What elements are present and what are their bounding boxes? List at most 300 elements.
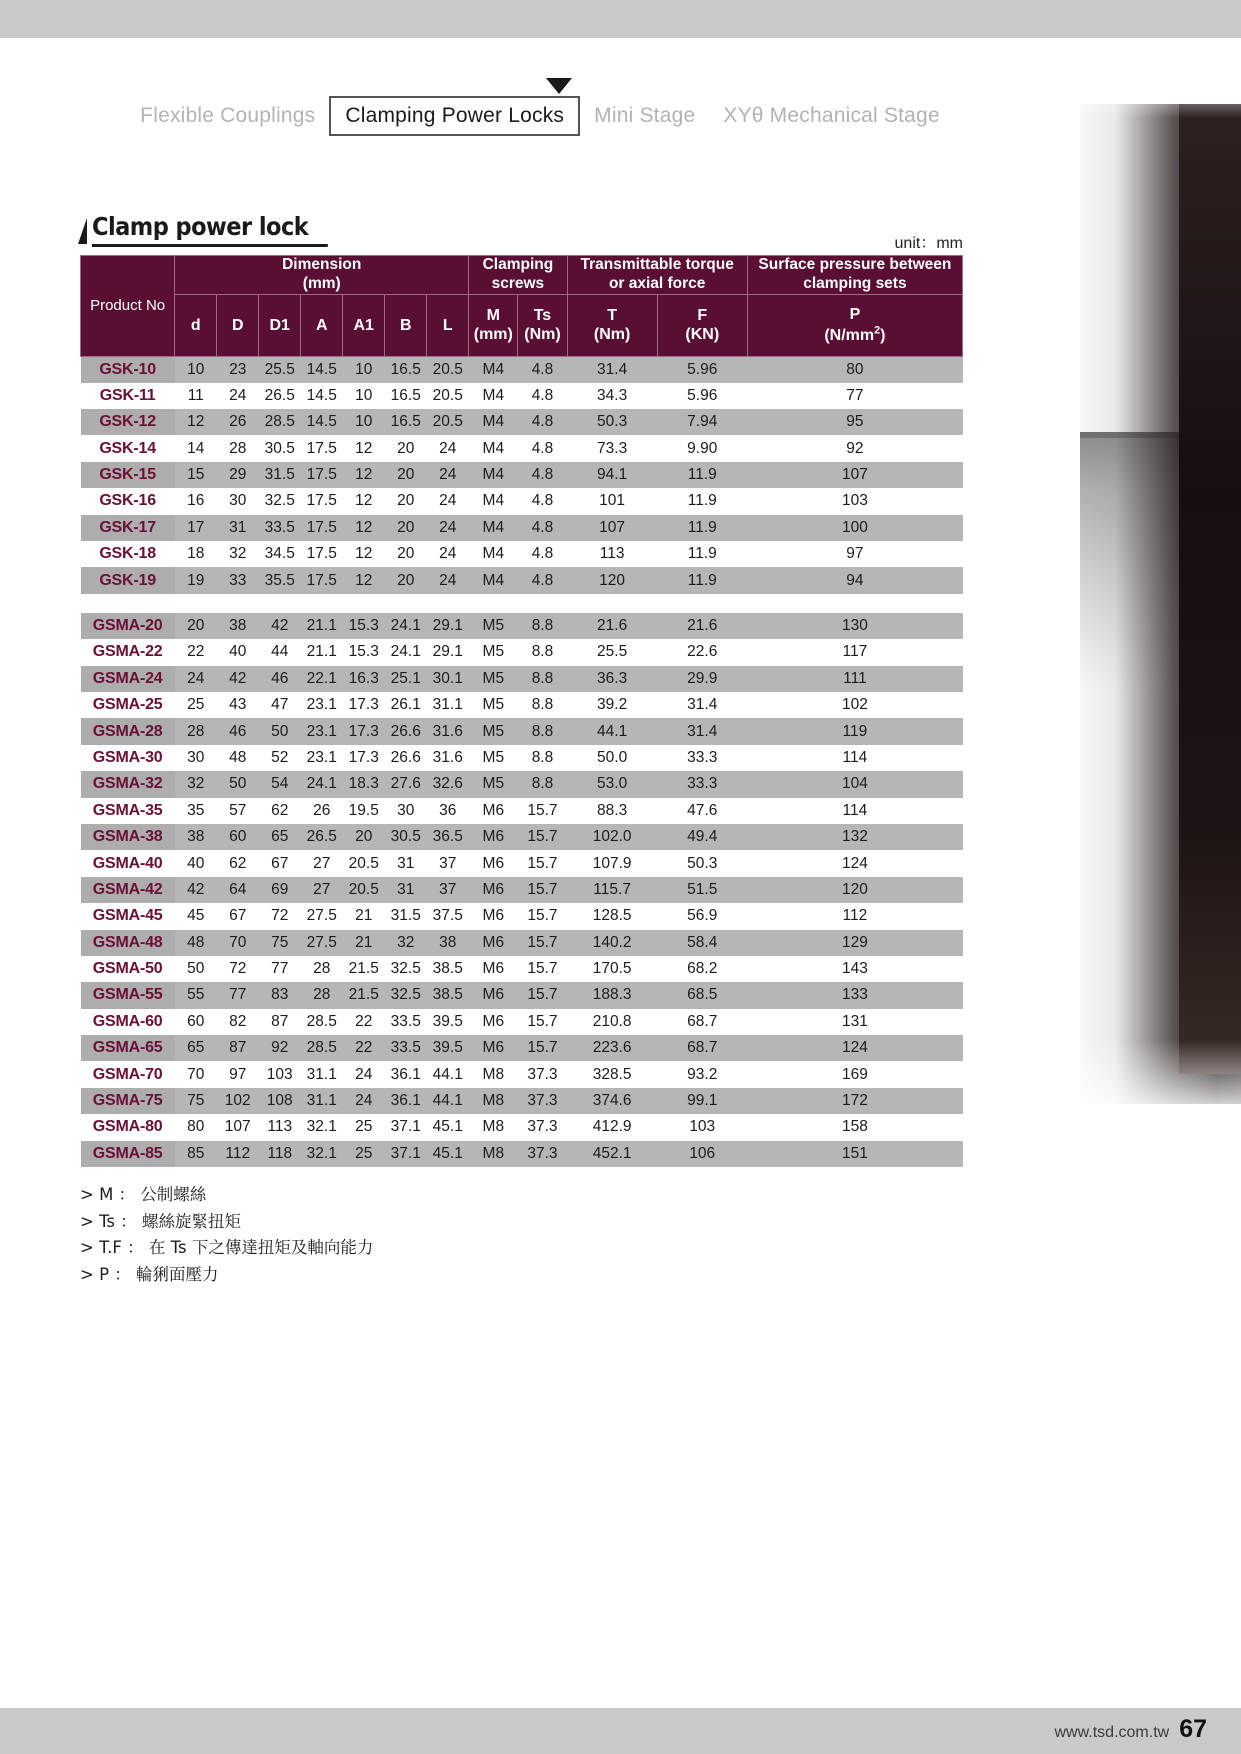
table-row bbox=[81, 356, 963, 382]
cell-D1: 35.5 bbox=[259, 567, 301, 593]
footer-website-url: www.tsd.com.tw bbox=[1054, 1724, 1170, 1741]
cell-B: 20 bbox=[385, 515, 427, 541]
cell-D1: 103 bbox=[259, 1061, 301, 1087]
cell-F: 29.9 bbox=[657, 666, 747, 692]
table-row bbox=[81, 771, 963, 797]
cell-M: M4 bbox=[469, 567, 518, 593]
cell-B: 36.1 bbox=[385, 1061, 427, 1087]
cell-A: 27 bbox=[301, 877, 343, 903]
cell-product-no: GSK-17 bbox=[81, 515, 175, 541]
cell-D1: 30.5 bbox=[259, 435, 301, 461]
cell-T: 53.0 bbox=[567, 771, 657, 797]
section-title-text: Clamp power lock bbox=[92, 212, 328, 247]
cell-P: 112 bbox=[747, 903, 962, 929]
cell-F: 21.6 bbox=[657, 613, 747, 639]
cell-L: 24 bbox=[427, 515, 469, 541]
cell-F: 99.1 bbox=[657, 1088, 747, 1114]
cell-d: 30 bbox=[175, 745, 217, 771]
cell-product-no: GSMA-25 bbox=[81, 692, 175, 718]
cell-d: 20 bbox=[175, 613, 217, 639]
cell-product-no: GSMA-65 bbox=[81, 1035, 175, 1061]
cell-F: 5.96 bbox=[657, 356, 747, 382]
cell-F: 7.94 bbox=[657, 409, 747, 435]
cell-A1: 10 bbox=[343, 356, 385, 382]
cell-L: 29.1 bbox=[427, 613, 469, 639]
cell-P: 131 bbox=[747, 1009, 962, 1035]
cell-D: 87 bbox=[217, 1035, 259, 1061]
table-row bbox=[81, 515, 963, 541]
cell-F: 93.2 bbox=[657, 1061, 747, 1087]
cell-A1: 12 bbox=[343, 515, 385, 541]
cell-D1: 32.5 bbox=[259, 488, 301, 514]
group-header-transmittable-torque bbox=[567, 256, 747, 295]
nav-tab-mini-stage[interactable]: Mini Stage bbox=[594, 104, 696, 127]
cell-Ts: 8.8 bbox=[518, 692, 567, 718]
cell-product-no: GSMA-32 bbox=[81, 771, 175, 797]
cell-F: 47.6 bbox=[657, 798, 747, 824]
cell-B: 36.1 bbox=[385, 1088, 427, 1114]
cell-B: 26.6 bbox=[385, 718, 427, 744]
table-row bbox=[81, 1114, 963, 1140]
cell-D1: 92 bbox=[259, 1035, 301, 1061]
cell-A: 24.1 bbox=[301, 771, 343, 797]
cell-Ts: 15.7 bbox=[518, 798, 567, 824]
cell-A1: 19.5 bbox=[343, 798, 385, 824]
cell-M: M4 bbox=[469, 462, 518, 488]
cell-D: 77 bbox=[217, 982, 259, 1008]
column-header-D1: D1 bbox=[259, 294, 301, 356]
cell-Ts: 4.8 bbox=[518, 383, 567, 409]
cell-D1: 52 bbox=[259, 745, 301, 771]
cell-L: 31.1 bbox=[427, 692, 469, 718]
cell-M: M5 bbox=[469, 718, 518, 744]
cell-A: 26.5 bbox=[301, 824, 343, 850]
cell-product-no: GSMA-24 bbox=[81, 666, 175, 692]
cell-A: 27.5 bbox=[301, 930, 343, 956]
cell-L: 24 bbox=[427, 435, 469, 461]
cell-B: 32.5 bbox=[385, 982, 427, 1008]
cell-A: 28 bbox=[301, 956, 343, 982]
column-header-M-unit: (mm) bbox=[473, 326, 513, 344]
column-header-L: L bbox=[427, 294, 469, 356]
cell-L: 44.1 bbox=[427, 1061, 469, 1087]
group-header-torque-line1: Transmittable torque bbox=[580, 256, 734, 273]
cell-product-no: GSK-14 bbox=[81, 435, 175, 461]
cell-L: 20.5 bbox=[427, 383, 469, 409]
cell-Ts: 15.7 bbox=[518, 930, 567, 956]
cell-L: 36 bbox=[427, 798, 469, 824]
cell-B: 37.1 bbox=[385, 1114, 427, 1140]
category-nav bbox=[0, 96, 1080, 136]
cell-D1: 34.5 bbox=[259, 541, 301, 567]
cell-A1: 21.5 bbox=[343, 982, 385, 1008]
cell-D: 30 bbox=[217, 488, 259, 514]
cell-d: 28 bbox=[175, 718, 217, 744]
cell-A: 17.5 bbox=[301, 541, 343, 567]
cell-B: 32.5 bbox=[385, 956, 427, 982]
cell-d: 85 bbox=[175, 1141, 217, 1167]
table-row bbox=[81, 541, 963, 567]
page-right-slab-fade-bottom bbox=[1061, 1040, 1241, 1120]
cell-A: 21.1 bbox=[301, 613, 343, 639]
cell-A1: 24 bbox=[343, 1088, 385, 1114]
cell-T: 223.6 bbox=[567, 1035, 657, 1061]
cell-A1: 22 bbox=[343, 1009, 385, 1035]
cell-A: 14.5 bbox=[301, 383, 343, 409]
cell-product-no: GSMA-20 bbox=[81, 613, 175, 639]
cell-F: 68.7 bbox=[657, 1009, 747, 1035]
cell-P: 92 bbox=[747, 435, 962, 461]
cell-Ts: 15.7 bbox=[518, 824, 567, 850]
cell-M: M6 bbox=[469, 877, 518, 903]
cell-A1: 21 bbox=[343, 930, 385, 956]
cell-M: M5 bbox=[469, 613, 518, 639]
cell-B: 20 bbox=[385, 488, 427, 514]
column-header-P bbox=[747, 294, 962, 356]
cell-P: 103 bbox=[747, 488, 962, 514]
cell-A: 23.1 bbox=[301, 745, 343, 771]
cell-A: 23.1 bbox=[301, 692, 343, 718]
cell-B: 33.5 bbox=[385, 1009, 427, 1035]
cell-P: 129 bbox=[747, 930, 962, 956]
cell-L: 29.1 bbox=[427, 639, 469, 665]
cell-A1: 10 bbox=[343, 409, 385, 435]
column-header-d: d bbox=[175, 294, 217, 356]
cell-T: 36.3 bbox=[567, 666, 657, 692]
table-row bbox=[81, 745, 963, 771]
cell-F: 68.7 bbox=[657, 1035, 747, 1061]
cell-F: 58.4 bbox=[657, 930, 747, 956]
column-header-F bbox=[657, 294, 747, 356]
table-row bbox=[81, 1061, 963, 1087]
cell-D: 57 bbox=[217, 798, 259, 824]
cell-d: 38 bbox=[175, 824, 217, 850]
page-right-slab-fade-top bbox=[1061, 70, 1241, 118]
cell-D: 29 bbox=[217, 462, 259, 488]
table-row bbox=[81, 956, 963, 982]
table-row bbox=[81, 718, 963, 744]
table-row bbox=[81, 850, 963, 876]
cell-P: 133 bbox=[747, 982, 962, 1008]
cell-A: 28 bbox=[301, 982, 343, 1008]
cell-M: M4 bbox=[469, 383, 518, 409]
cell-F: 9.90 bbox=[657, 435, 747, 461]
cell-A1: 15.3 bbox=[343, 639, 385, 665]
cell-d: 48 bbox=[175, 930, 217, 956]
cell-F: 33.3 bbox=[657, 771, 747, 797]
cell-D: 46 bbox=[217, 718, 259, 744]
cell-D1: 50 bbox=[259, 718, 301, 744]
cell-D: 97 bbox=[217, 1061, 259, 1087]
cell-T: 120 bbox=[567, 567, 657, 593]
cell-d: 32 bbox=[175, 771, 217, 797]
cell-L: 31.6 bbox=[427, 745, 469, 771]
group-header-clamping-screws bbox=[469, 256, 567, 295]
cell-L: 31.6 bbox=[427, 718, 469, 744]
cell-A: 32.1 bbox=[301, 1141, 343, 1167]
cell-P: 102 bbox=[747, 692, 962, 718]
cell-product-no: GSMA-55 bbox=[81, 982, 175, 1008]
nav-tab-xy-mechanical-stage[interactable]: XYθ Mechanical Stage bbox=[723, 104, 940, 127]
cell-P: 80 bbox=[747, 356, 962, 382]
cell-M: M6 bbox=[469, 1009, 518, 1035]
cell-A1: 12 bbox=[343, 488, 385, 514]
footnote-p: > P ： 輪猁面壓力 bbox=[80, 1265, 219, 1285]
group-header-dimension-line2: (mm) bbox=[302, 274, 341, 292]
cell-P: 104 bbox=[747, 771, 962, 797]
cell-T: 25.5 bbox=[567, 639, 657, 665]
cell-T: 39.2 bbox=[567, 692, 657, 718]
column-header-B: B bbox=[385, 294, 427, 356]
column-header-A: A bbox=[301, 294, 343, 356]
cell-T: 50.0 bbox=[567, 745, 657, 771]
cell-P: 114 bbox=[747, 745, 962, 771]
cell-D: 72 bbox=[217, 956, 259, 982]
cell-D: 82 bbox=[217, 1009, 259, 1035]
cell-L: 24 bbox=[427, 488, 469, 514]
cell-Ts: 15.7 bbox=[518, 877, 567, 903]
cell-product-no: GSMA-35 bbox=[81, 798, 175, 824]
cell-P: 114 bbox=[747, 798, 962, 824]
column-header-M-name: M bbox=[486, 306, 500, 324]
cell-M: M5 bbox=[469, 771, 518, 797]
cell-A1: 21.5 bbox=[343, 956, 385, 982]
cell-Ts: 4.8 bbox=[518, 567, 567, 593]
section-heading bbox=[78, 212, 354, 247]
cell-Ts: 15.7 bbox=[518, 850, 567, 876]
cell-Ts: 15.7 bbox=[518, 1009, 567, 1035]
table-row bbox=[81, 409, 963, 435]
cell-L: 38 bbox=[427, 930, 469, 956]
cell-A: 27.5 bbox=[301, 903, 343, 929]
column-header-T bbox=[567, 294, 657, 356]
cell-M: M4 bbox=[469, 356, 518, 382]
cell-M: M6 bbox=[469, 956, 518, 982]
cell-L: 39.5 bbox=[427, 1009, 469, 1035]
cell-D1: 108 bbox=[259, 1088, 301, 1114]
cell-B: 31.5 bbox=[385, 903, 427, 929]
table-row bbox=[81, 1088, 963, 1114]
cell-A: 14.5 bbox=[301, 356, 343, 382]
table-row bbox=[81, 488, 963, 514]
cell-d: 11 bbox=[175, 383, 217, 409]
cell-A: 17.5 bbox=[301, 435, 343, 461]
cell-L: 37 bbox=[427, 850, 469, 876]
cell-F: 31.4 bbox=[657, 718, 747, 744]
cell-B: 26.1 bbox=[385, 692, 427, 718]
page-footer bbox=[1055, 1715, 1208, 1744]
cell-D: 42 bbox=[217, 666, 259, 692]
table-header bbox=[81, 256, 963, 357]
group-header-clamping-line2: screws bbox=[491, 274, 545, 292]
cell-Ts: 8.8 bbox=[518, 771, 567, 797]
cell-M: M4 bbox=[469, 541, 518, 567]
cell-A: 31.1 bbox=[301, 1088, 343, 1114]
cell-d: 42 bbox=[175, 877, 217, 903]
column-header-Ts bbox=[518, 294, 567, 356]
cell-T: 31.4 bbox=[567, 356, 657, 382]
cell-D: 26 bbox=[217, 409, 259, 435]
table-row bbox=[81, 435, 963, 461]
cell-F: 11.9 bbox=[657, 541, 747, 567]
page-top-band bbox=[0, 0, 1241, 38]
table-row bbox=[81, 1035, 963, 1061]
slash-marker-icon bbox=[78, 218, 87, 244]
cell-M: M6 bbox=[469, 930, 518, 956]
cell-d: 75 bbox=[175, 1088, 217, 1114]
column-header-P-name: P bbox=[849, 306, 861, 324]
table-row bbox=[81, 462, 963, 488]
cell-B: 32 bbox=[385, 930, 427, 956]
cell-D: 48 bbox=[217, 745, 259, 771]
cell-D1: 33.5 bbox=[259, 515, 301, 541]
cell-T: 107 bbox=[567, 515, 657, 541]
cell-A1: 20.5 bbox=[343, 877, 385, 903]
cell-product-no: GSMA-28 bbox=[81, 718, 175, 744]
group-header-dimension bbox=[175, 256, 469, 295]
cell-T: 210.8 bbox=[567, 1009, 657, 1035]
cell-A1: 24 bbox=[343, 1061, 385, 1087]
cell-Ts: 15.7 bbox=[518, 956, 567, 982]
cell-D: 50 bbox=[217, 771, 259, 797]
table-row bbox=[81, 639, 963, 665]
cell-Ts: 8.8 bbox=[518, 718, 567, 744]
cell-P: 120 bbox=[747, 877, 962, 903]
cell-M: M4 bbox=[469, 488, 518, 514]
cell-T: 374.6 bbox=[567, 1088, 657, 1114]
cell-D: 64 bbox=[217, 877, 259, 903]
footer-page-number: 67 bbox=[1179, 1715, 1207, 1743]
cell-A1: 17.3 bbox=[343, 718, 385, 744]
column-header-Ts-unit: (Nm) bbox=[524, 326, 561, 344]
column-header-D: D bbox=[217, 294, 259, 356]
cell-B: 26.6 bbox=[385, 745, 427, 771]
cell-T: 188.3 bbox=[567, 982, 657, 1008]
cell-A1: 12 bbox=[343, 462, 385, 488]
cell-A: 28.5 bbox=[301, 1009, 343, 1035]
cell-T: 140.2 bbox=[567, 930, 657, 956]
cell-T: 94.1 bbox=[567, 462, 657, 488]
cell-M: M8 bbox=[469, 1088, 518, 1114]
cell-P: 158 bbox=[747, 1114, 962, 1140]
cell-B: 37.1 bbox=[385, 1141, 427, 1167]
cell-Ts: 4.8 bbox=[518, 356, 567, 382]
footnote-m: > M ： 公制螺絲 bbox=[80, 1185, 207, 1204]
cell-A1: 17.3 bbox=[343, 692, 385, 718]
cell-L: 45.1 bbox=[427, 1141, 469, 1167]
cell-P: 124 bbox=[747, 850, 962, 876]
cell-F: 33.3 bbox=[657, 745, 747, 771]
cell-L: 36.5 bbox=[427, 824, 469, 850]
cell-product-no: GSK-18 bbox=[81, 541, 175, 567]
cell-D: 70 bbox=[217, 930, 259, 956]
group-header-torque-line2: or axial force bbox=[608, 274, 706, 292]
cell-D1: 47 bbox=[259, 692, 301, 718]
cell-A: 26 bbox=[301, 798, 343, 824]
cell-D1: 69 bbox=[259, 877, 301, 903]
cell-D1: 75 bbox=[259, 930, 301, 956]
cell-A: 23.1 bbox=[301, 718, 343, 744]
cell-A1: 12 bbox=[343, 567, 385, 593]
cell-P: 100 bbox=[747, 515, 962, 541]
cell-F: 68.2 bbox=[657, 956, 747, 982]
cell-M: M6 bbox=[469, 982, 518, 1008]
nav-tab-flexible-couplings[interactable]: Flexible Couplings bbox=[140, 104, 316, 127]
nav-tab-clamping-power-locks[interactable]: Clamping Power Locks bbox=[329, 96, 580, 136]
cell-D1: 87 bbox=[259, 1009, 301, 1035]
cell-A1: 16.3 bbox=[343, 666, 385, 692]
cell-M: M4 bbox=[469, 409, 518, 435]
cell-A1: 15.3 bbox=[343, 613, 385, 639]
cell-d: 19 bbox=[175, 567, 217, 593]
cell-Ts: 8.8 bbox=[518, 613, 567, 639]
cell-M: M8 bbox=[469, 1061, 518, 1087]
cell-A1: 22 bbox=[343, 1035, 385, 1061]
cell-F: 11.9 bbox=[657, 462, 747, 488]
cell-P: 94 bbox=[747, 567, 962, 593]
cell-B: 20 bbox=[385, 435, 427, 461]
cell-B: 27.6 bbox=[385, 771, 427, 797]
cell-L: 38.5 bbox=[427, 982, 469, 1008]
cell-L: 39.5 bbox=[427, 1035, 469, 1061]
cell-F: 5.96 bbox=[657, 383, 747, 409]
column-header-product-no: Product No bbox=[81, 256, 175, 357]
cell-M: M8 bbox=[469, 1114, 518, 1140]
cell-product-no: GSMA-22 bbox=[81, 639, 175, 665]
cell-D: 31 bbox=[217, 515, 259, 541]
column-header-T-unit: (Nm) bbox=[593, 326, 631, 344]
column-header-F-name: F bbox=[697, 306, 708, 324]
cell-F: 51.5 bbox=[657, 877, 747, 903]
cell-M: M8 bbox=[469, 1141, 518, 1167]
cell-product-no: GSMA-80 bbox=[81, 1114, 175, 1140]
cell-P: 119 bbox=[747, 718, 962, 744]
cell-T: 170.5 bbox=[567, 956, 657, 982]
cell-D: 112 bbox=[217, 1141, 259, 1167]
column-header-P-unit: $(N/mm^2)$ bbox=[824, 324, 886, 344]
cell-A: 31.1 bbox=[301, 1061, 343, 1087]
cell-d: 10 bbox=[175, 356, 217, 382]
cell-Ts: 37.3 bbox=[518, 1114, 567, 1140]
cell-A: 14.5 bbox=[301, 409, 343, 435]
cell-D1: 118 bbox=[259, 1141, 301, 1167]
cell-D: 24 bbox=[217, 383, 259, 409]
cell-L: 32.6 bbox=[427, 771, 469, 797]
cell-M: M5 bbox=[469, 745, 518, 771]
cell-P: 111 bbox=[747, 666, 962, 692]
cell-product-no: GSK-19 bbox=[81, 567, 175, 593]
unit-note: unit：mm bbox=[894, 235, 963, 252]
cell-T: 107.9 bbox=[567, 850, 657, 876]
cell-L: 38.5 bbox=[427, 956, 469, 982]
cell-T: 115.7 bbox=[567, 877, 657, 903]
cell-P: 130 bbox=[747, 613, 962, 639]
cell-T: 88.3 bbox=[567, 798, 657, 824]
cell-d: 45 bbox=[175, 903, 217, 929]
active-tab-marker-icon bbox=[546, 78, 572, 94]
cell-D: 67 bbox=[217, 903, 259, 929]
cell-P: 97 bbox=[747, 541, 962, 567]
cell-M: M6 bbox=[469, 824, 518, 850]
cell-Ts: 4.8 bbox=[518, 435, 567, 461]
cell-A: 17.5 bbox=[301, 515, 343, 541]
table-row bbox=[81, 1141, 963, 1167]
cell-Ts: 37.3 bbox=[518, 1061, 567, 1087]
cell-product-no: GSMA-40 bbox=[81, 850, 175, 876]
cell-Ts: 8.8 bbox=[518, 745, 567, 771]
cell-B: 16.5 bbox=[385, 409, 427, 435]
cell-M: M4 bbox=[469, 435, 518, 461]
